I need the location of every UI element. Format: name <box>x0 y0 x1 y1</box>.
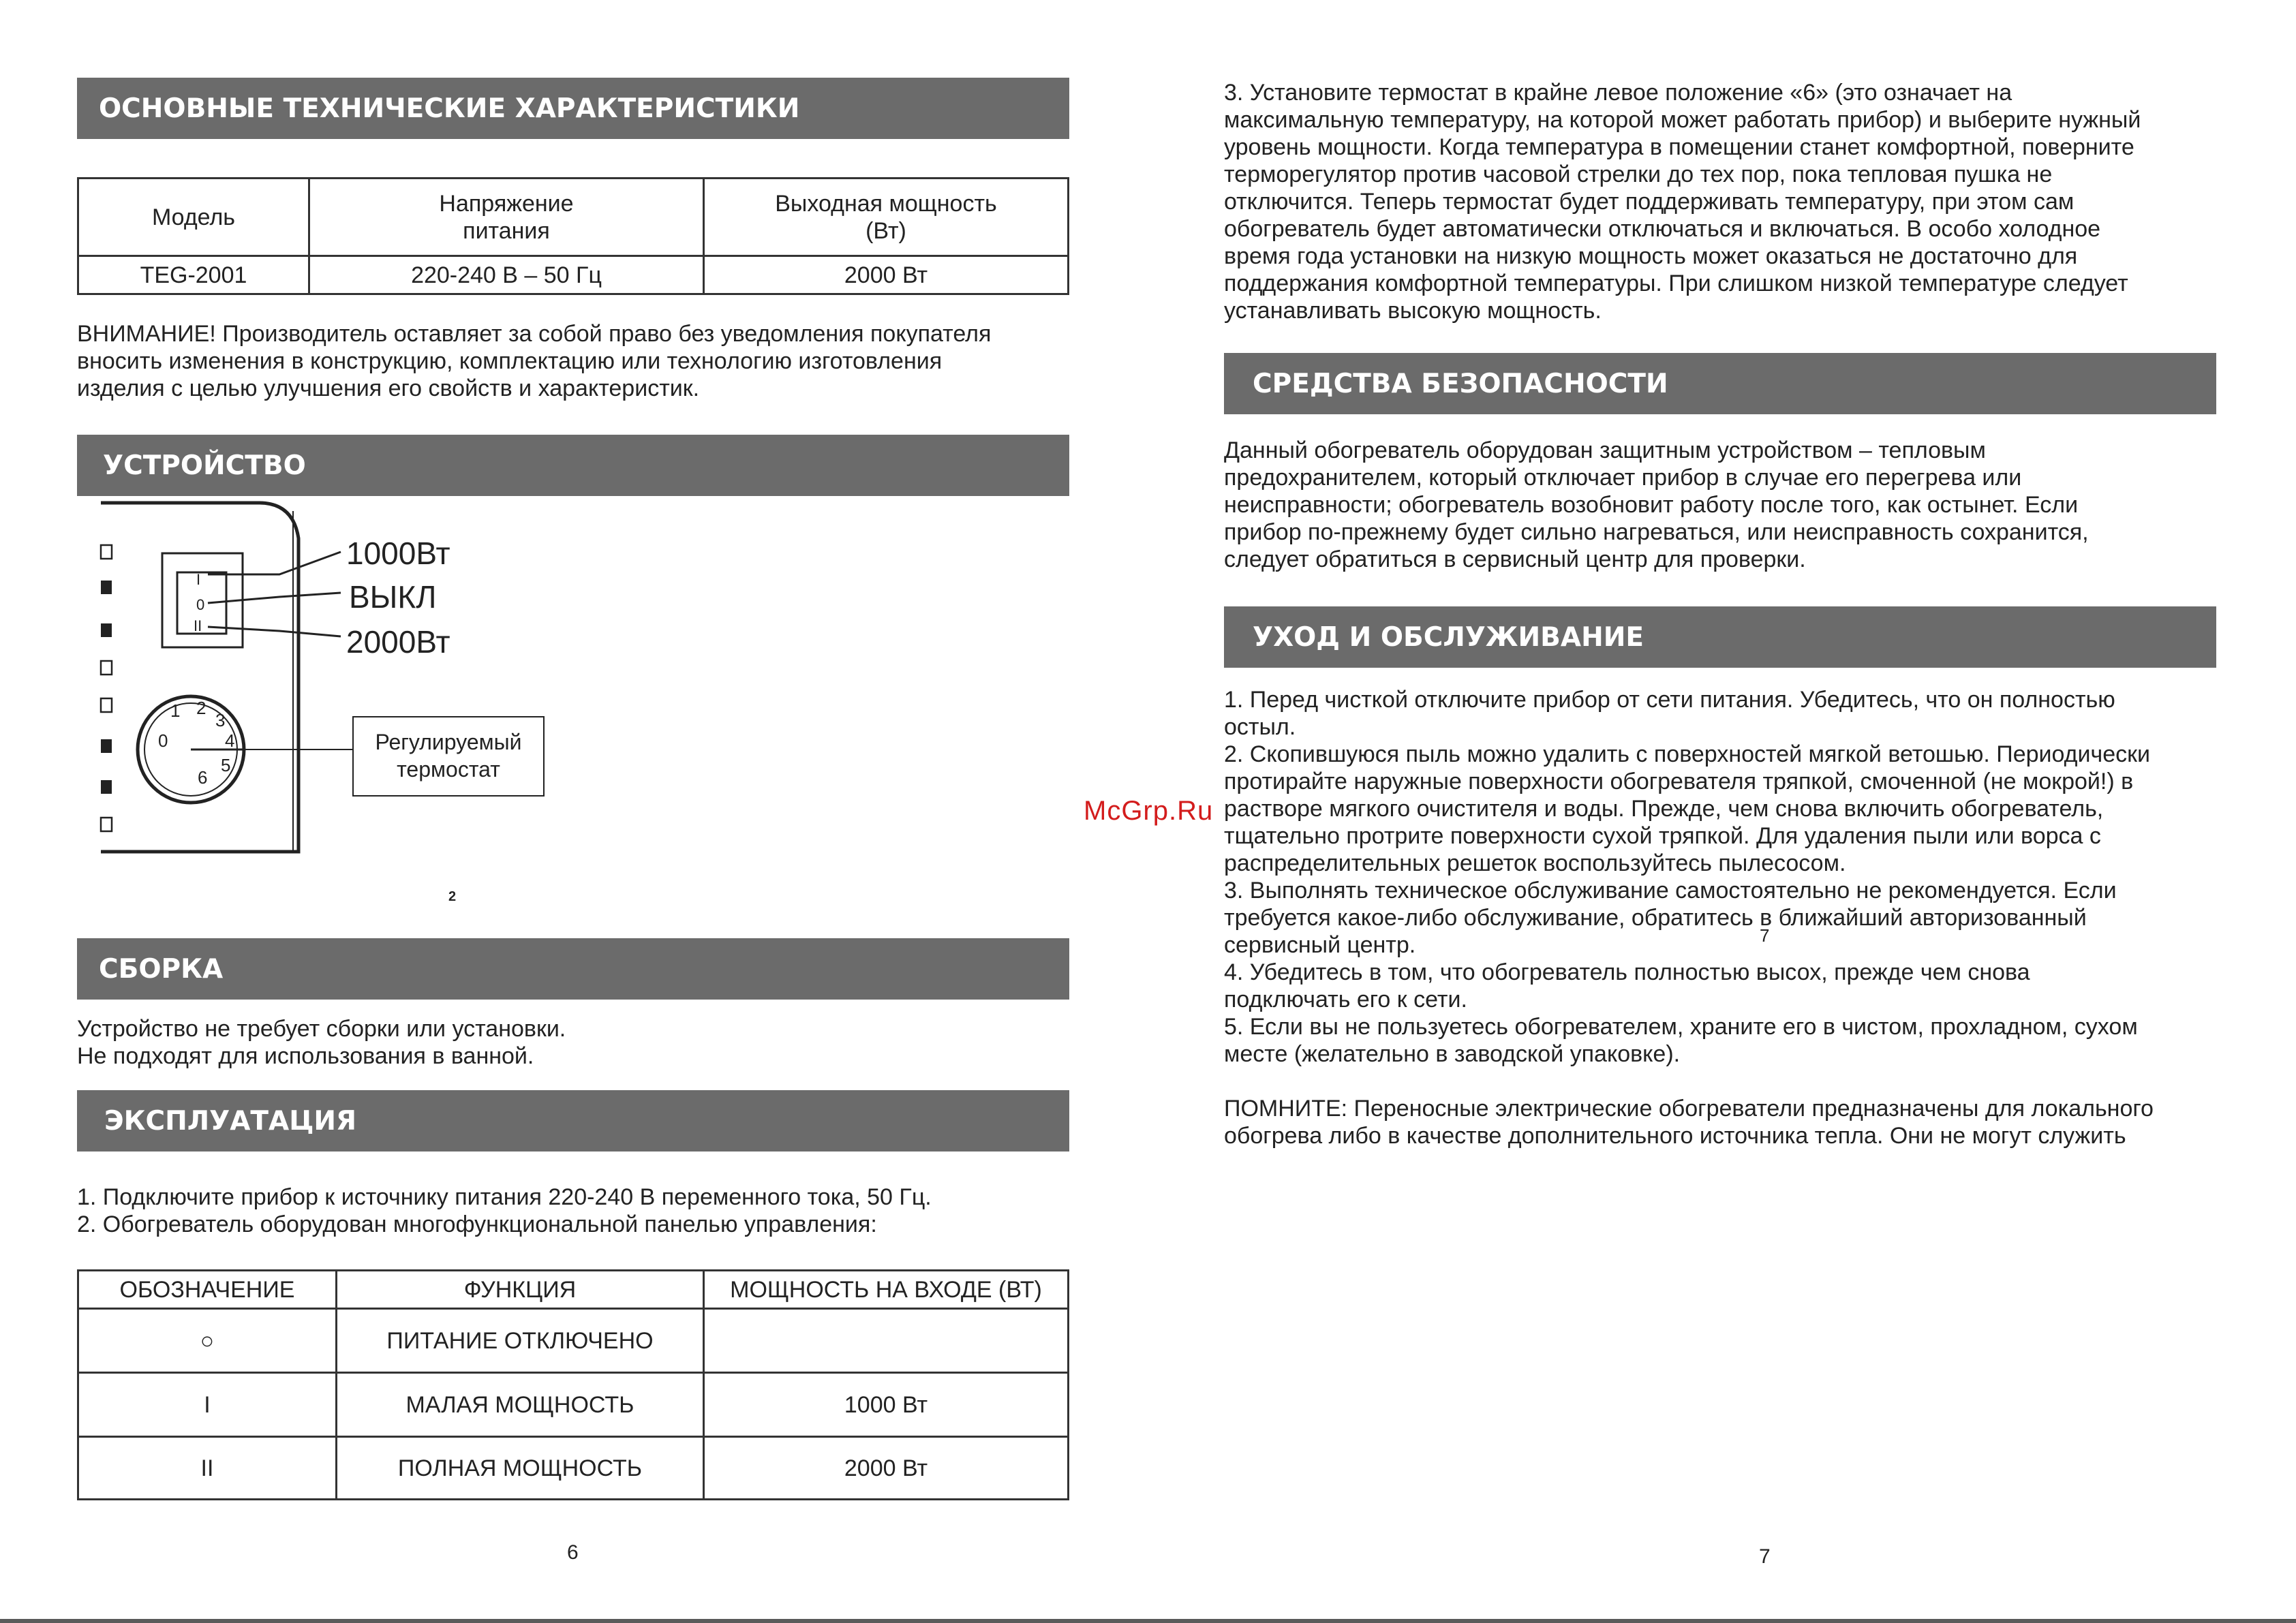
care-line: 4. Убедитесь в том, что обогреватель полностью высох, прежде чем снова <box>1224 959 2030 985</box>
thermostat-line: поддержания комфортной температуры. При слишком низкой температуре следует <box>1224 270 2128 296</box>
vent-slot <box>101 818 112 831</box>
operation-line: 1. Подключите прибор к источнику питания 220-240 В переменного тока, 50 Гц. <box>77 1184 932 1210</box>
device-heading: УСТРОЙСТВО <box>77 435 1069 496</box>
safety-line: неисправности; обогреватель возобновит работу после того, как остынет. Если <box>1224 492 2079 518</box>
table-header: МОЩНОСТЬ НА ВХОДЕ (ВТ) <box>704 1271 1069 1309</box>
thermostat-callout-box <box>353 717 544 796</box>
figure-number: 2 <box>448 889 457 904</box>
device-diagram <box>89 497 566 859</box>
table-cell: ○ <box>78 1309 337 1373</box>
thermostat-line: 3. Установите термостат в крайне левое положение «6» (это означает на <box>1224 80 2012 106</box>
care-line: 3. Выполнять техническое обслуживание самостоятельно не рекомендуется. Если <box>1224 878 2117 903</box>
right-page <box>1148 0 2296 1623</box>
control-panel-table <box>77 1269 1069 1500</box>
table-header: ФУНКЦИЯ <box>337 1271 704 1309</box>
table-cell <box>704 1309 1069 1373</box>
page-number-right: 7 <box>1759 1545 1771 1568</box>
pointer-1000 <box>208 552 341 574</box>
table-row <box>78 1373 1069 1437</box>
watermark: McGrp.Ru <box>1084 796 1214 826</box>
dial-number: 3 <box>215 710 226 730</box>
table-cell: 2000 Вт <box>704 1437 1069 1500</box>
specs-header-power-text: Выходная мощность (Вт) <box>775 190 997 244</box>
assembly-line: Устройство не требует сборки или установки. <box>77 1016 566 1042</box>
label-off: ВЫКЛ <box>349 579 437 615</box>
specs-table <box>77 177 1069 295</box>
care-line: остыл. <box>1224 714 1296 740</box>
care-line: распределительных решеток воспользуйтесь пылесосом. <box>1224 850 1846 876</box>
page-number-left: 6 <box>567 1541 579 1564</box>
operation-heading: ЭКСПЛУАТАЦИЯ <box>77 1090 1069 1151</box>
thermostat-line: уровень мощности. Когда температура в помещении станет комфортной, поверните <box>1224 134 2134 160</box>
dial-number: 1 <box>170 700 181 721</box>
vent-slot <box>101 698 112 712</box>
vent-slot <box>101 780 112 794</box>
assembly-heading: СБОРКА <box>77 938 1069 1000</box>
care-line: ПОМНИТЕ: Переносные электрические обогреватели предназначены для локального <box>1224 1096 2154 1122</box>
switch-mark-two: II <box>194 617 202 634</box>
table-cell: ПИТАНИЕ ОТКЛЮЧЕНО <box>337 1309 704 1373</box>
thermostat-line: устанавливать высокую мощность. <box>1224 298 1602 324</box>
thermostat-line: терморегулятор против часовой стрелки до тех пор, пока тепловая пушка не <box>1224 161 2053 187</box>
thermostat-label-line2: термостат <box>397 757 500 782</box>
specs-header-model: Модель <box>78 179 309 256</box>
care-line: протирайте наружные поверхности обогревателя тряпкой, смоченной (не мокрой!) в <box>1224 769 2134 794</box>
table-cell: ПОЛНАЯ МОЩНОСТЬ <box>337 1437 704 1500</box>
care-line: 2. Скопившуюся пыль можно удалить с поверхностей мягкой ветошью. Периодически <box>1224 741 2151 767</box>
table-row <box>78 1437 1069 1500</box>
switch-mark-zero: 0 <box>196 596 205 613</box>
switch-mark-one: I <box>196 571 201 588</box>
table-cell: I <box>78 1373 337 1437</box>
care-line: тщательно протрите поверхности сухой тряпкой. Для удаления пыли или ворса с <box>1224 823 2101 849</box>
thermostat-label-line1: Регулируемый <box>375 730 522 754</box>
thermostat-line: максимальную температуру, на которой может работать прибор) и выберите нужный <box>1224 107 2141 133</box>
warning-line: ВНИМАНИЕ! Производитель оставляет за собой право без уведомления покупателя <box>77 321 992 347</box>
table-cell: 1000 Вт <box>704 1373 1069 1437</box>
care-line: 1. Перед чисткой отключите прибор от сети питания. Убедитесь, что он полностью <box>1224 687 2115 713</box>
bottom-divider <box>0 1619 2296 1623</box>
table-cell: II <box>78 1437 337 1500</box>
operation-line: 2. Обогреватель оборудован многофункциональной панелью управления: <box>77 1211 877 1237</box>
vent-slot <box>101 581 112 594</box>
safety-line: предохранителем, который отключает прибор в случае его перегрева или <box>1224 465 2022 491</box>
care-line: требуется какое-либо обслуживание, обратитесь в ближайший авторизованный <box>1224 905 2087 931</box>
care-line: растворе мягкого очистителя и воды. Прежде, чем снова включить обогреватель, <box>1224 796 2104 822</box>
thermostat-line: отключится. Теперь термостат будет поддерживать температуру, при этом сам <box>1224 189 2075 215</box>
warning-line: изделия с целью улучшения его свойств и характеристик. <box>77 375 700 401</box>
label-1000w: 1000Вт <box>346 536 450 571</box>
specs-header-voltage <box>309 179 704 256</box>
care-line: месте (желательно в заводской упаковке). <box>1224 1041 1681 1067</box>
specs-header-voltage-text: Напряжение питания <box>439 190 574 244</box>
assembly-line: Не подходят для использования в ванной. <box>77 1043 534 1069</box>
dial-number: 6 <box>198 767 208 788</box>
warning-line: вносить изменения в конструкцию, комплектацию или технологию изготовления <box>77 348 943 374</box>
specs-power-value: 2000 Вт <box>704 256 1069 294</box>
specs-heading: ОСНОВНЫЕ ТЕХНИЧЕСКИЕ ХАРАКТЕРИСТИКИ <box>77 78 1069 139</box>
dial-number: 2 <box>196 698 206 718</box>
vent-slot <box>101 623 112 637</box>
dial-number: 5 <box>221 755 231 775</box>
thermostat-line: обогреватель будет автоматически отключаться и включаться. В особо холодное <box>1224 216 2101 242</box>
heater-body-outline <box>101 503 299 852</box>
safety-line: Данный обогреватель оборудован защитным устройством – тепловым <box>1224 437 1986 463</box>
safety-line: прибор по-прежнему будет сильно нагреваться, или неисправность сохранится, <box>1224 519 2089 545</box>
table-row <box>78 1309 1069 1373</box>
table-cell: МАЛАЯ МОЩНОСТЬ <box>337 1373 704 1437</box>
specs-header-power <box>704 179 1069 256</box>
care-line: подключать его к сети. <box>1224 987 1467 1013</box>
dial-number: 4 <box>225 730 235 751</box>
care-line: сервисный центр. <box>1224 932 1416 958</box>
specs-voltage-value: 220-240 В – 50 Гц <box>309 256 704 294</box>
safety-heading: СРЕДСТВА БЕЗОПАСНОСТИ <box>1224 353 2216 414</box>
care-heading: УХОД И ОБСЛУЖИВАНИЕ <box>1224 606 2216 668</box>
specs-model-value: TEG-2001 <box>78 256 309 294</box>
pointer-2000 <box>208 627 341 636</box>
pointer-off <box>208 593 341 603</box>
dial-number: 0 <box>158 730 168 751</box>
table-header: ОБОЗНАЧЕНИЕ <box>78 1271 337 1309</box>
care-line: обогрева либо в качестве дополнительного источника тепла. Они не могут служить <box>1224 1123 2126 1149</box>
vent-slot <box>101 661 112 675</box>
care-line: 5. Если вы не пользуетесь обогревателем, храните его в чистом, прохладном, сухом <box>1224 1014 2138 1040</box>
thermostat-line: время года установки на низкую мощность может оказаться не достаточно для <box>1224 243 2078 269</box>
vent-slot <box>101 545 112 559</box>
safety-line: следует обратиться в сервисный центр для проверки. <box>1224 546 1806 572</box>
stray-page-number: 7 <box>1760 925 1770 946</box>
label-2000w: 2000Вт <box>346 624 450 660</box>
vent-slot <box>101 739 112 753</box>
